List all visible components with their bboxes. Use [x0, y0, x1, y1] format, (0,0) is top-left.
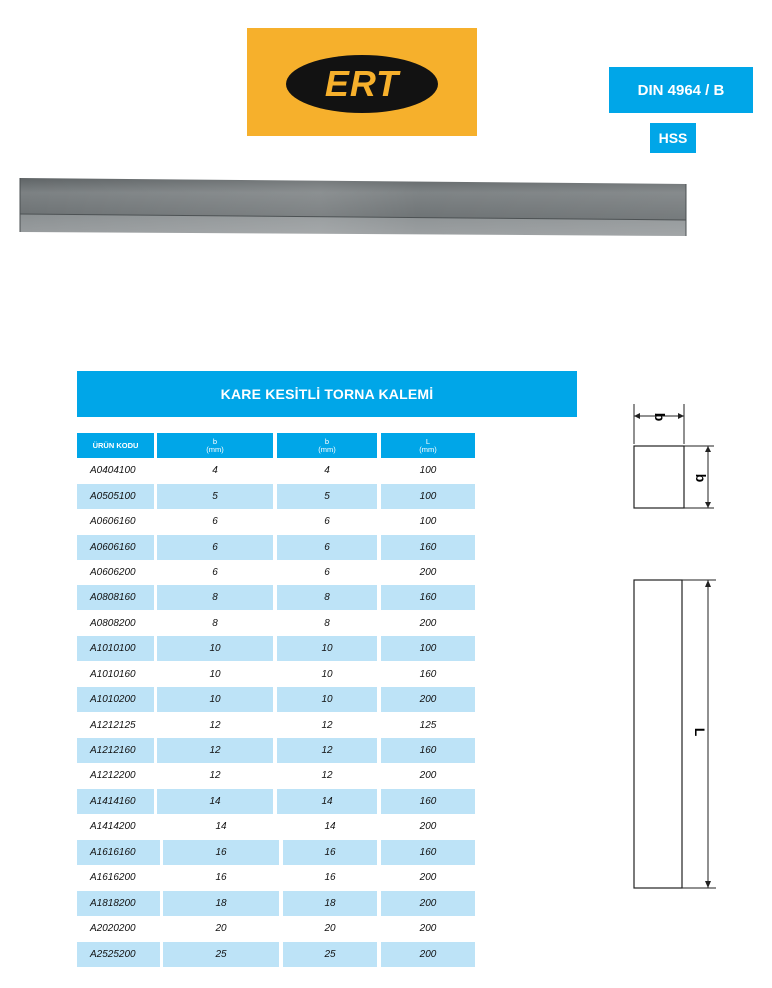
- cell-b2: 14: [324, 821, 336, 832]
- logo-oval: [286, 55, 438, 113]
- cell-b1: 12: [209, 720, 221, 731]
- cell-length: 200: [381, 942, 475, 967]
- cell-code: A1212125: [90, 720, 136, 731]
- cell-code: A0808200: [90, 618, 136, 629]
- cell-b2: 18: [283, 891, 377, 916]
- table-row: [0, 891, 772, 916]
- cell-b1: 14: [215, 821, 227, 832]
- cell-code: A0808160: [77, 585, 154, 610]
- cell-length: 200: [381, 687, 475, 712]
- cell-length: 200: [419, 923, 437, 934]
- cell-code: A1414200: [90, 821, 136, 832]
- cell-b1: 20: [215, 923, 227, 934]
- cross-section-svg: [622, 396, 732, 516]
- header-label: b: [324, 436, 330, 446]
- cell-b1: 12: [157, 738, 273, 763]
- length-svg: [622, 572, 732, 894]
- cell-length: 160: [419, 669, 437, 680]
- cell-b2: 20: [324, 923, 336, 934]
- cell-b1: 6: [212, 516, 218, 527]
- cell-b1: 14: [157, 789, 273, 814]
- cell-b2: 10: [277, 687, 377, 712]
- cell-code: A1212200: [90, 770, 136, 781]
- cell-code: A1414160: [77, 789, 154, 814]
- cell-length: 160: [381, 535, 475, 560]
- cell-code: A1616160: [77, 840, 160, 865]
- header-label: L: [425, 436, 431, 446]
- header-product-code: [77, 433, 154, 458]
- cell-b2: 6: [277, 535, 377, 560]
- header-unit: (mm): [419, 444, 437, 454]
- cell-length: 200: [419, 821, 437, 832]
- header-b2: [277, 433, 377, 458]
- cell-b1: 12: [209, 770, 221, 781]
- cell-b2: 12: [321, 720, 333, 731]
- cell-b2: 8: [324, 618, 330, 629]
- header-b1: [157, 433, 273, 458]
- cell-length: 100: [419, 516, 437, 527]
- cell-code: A0505100: [77, 484, 154, 509]
- cell-b1: 8: [157, 585, 273, 610]
- cell-code: A0606200: [90, 567, 136, 578]
- cell-length: 200: [419, 872, 437, 883]
- cell-length: 125: [419, 720, 437, 731]
- cell-b1: 6: [157, 535, 273, 560]
- cell-b1: 4: [212, 465, 218, 476]
- cell-code: A0606160: [90, 516, 136, 527]
- cell-b2: 25: [283, 942, 377, 967]
- cell-b2: 4: [324, 465, 330, 476]
- steel-bar-image: [10, 170, 712, 256]
- cell-b2: 5: [277, 484, 377, 509]
- cell-length: 160: [381, 840, 475, 865]
- cell-b1: 8: [212, 618, 218, 629]
- cell-code: A1616200: [90, 872, 136, 883]
- cell-length: 100: [381, 636, 475, 661]
- cell-code: A1818200: [77, 891, 160, 916]
- cell-b1: 10: [209, 669, 221, 680]
- cell-length: 160: [381, 585, 475, 610]
- cell-length: 200: [419, 770, 437, 781]
- table-row: [0, 916, 772, 941]
- cell-b1: 10: [157, 636, 273, 661]
- cell-b1: 5: [157, 484, 273, 509]
- table-row: [0, 535, 772, 560]
- cell-b2: 14: [277, 789, 377, 814]
- cell-b2: 6: [324, 516, 330, 527]
- cell-b2: 16: [283, 840, 377, 865]
- cell-b2: 8: [277, 585, 377, 610]
- cell-b1: 10: [157, 687, 273, 712]
- header-label: b: [212, 436, 218, 446]
- cell-length: 160: [381, 738, 475, 763]
- cell-b2: 10: [277, 636, 377, 661]
- table-row: [0, 942, 772, 967]
- header-length: [381, 433, 475, 458]
- dimension-label-side: b: [693, 473, 709, 483]
- header-label: ÜRÜN KODU: [92, 440, 139, 450]
- cell-code: A2020200: [90, 923, 136, 934]
- cell-code: A1010160: [90, 669, 136, 680]
- cell-length: 200: [419, 618, 437, 629]
- section-title: KARE KESİTLİ TORNA KALEMİ: [77, 371, 577, 417]
- material-badge: HSS: [650, 123, 696, 153]
- cell-length: 160: [381, 789, 475, 814]
- cell-length: 200: [381, 891, 475, 916]
- cell-b1: 16: [163, 840, 279, 865]
- cell-code: A1010100: [77, 636, 154, 661]
- cell-code: A1212160: [77, 738, 154, 763]
- cell-b2: 6: [324, 567, 330, 578]
- cell-code: A0404100: [90, 465, 136, 476]
- brand-logo: [247, 28, 477, 136]
- cell-b2: 12: [321, 770, 333, 781]
- header-unit: (mm): [206, 444, 224, 454]
- cell-code: A2525200: [77, 942, 160, 967]
- standard-badge: DIN 4964 / B: [609, 67, 753, 113]
- cell-code: A1010200: [77, 687, 154, 712]
- cell-length: 200: [419, 567, 437, 578]
- dimension-label-length: L: [692, 727, 708, 737]
- cell-b2: 10: [321, 669, 333, 680]
- dimension-label-top: b: [652, 412, 668, 422]
- logo-text: ERT: [324, 63, 400, 104]
- cross-section-drawing: [622, 396, 732, 516]
- cell-code: A0606160: [77, 535, 154, 560]
- header-unit: (mm): [318, 444, 336, 454]
- cell-b1: 16: [215, 872, 227, 883]
- cell-b2: 12: [277, 738, 377, 763]
- cell-b1: 6: [212, 567, 218, 578]
- cell-length: 100: [419, 465, 437, 476]
- cell-b2: 16: [324, 872, 336, 883]
- cell-b1: 25: [163, 942, 279, 967]
- length-drawing: [622, 572, 732, 894]
- cell-length: 100: [381, 484, 475, 509]
- cell-b1: 18: [163, 891, 279, 916]
